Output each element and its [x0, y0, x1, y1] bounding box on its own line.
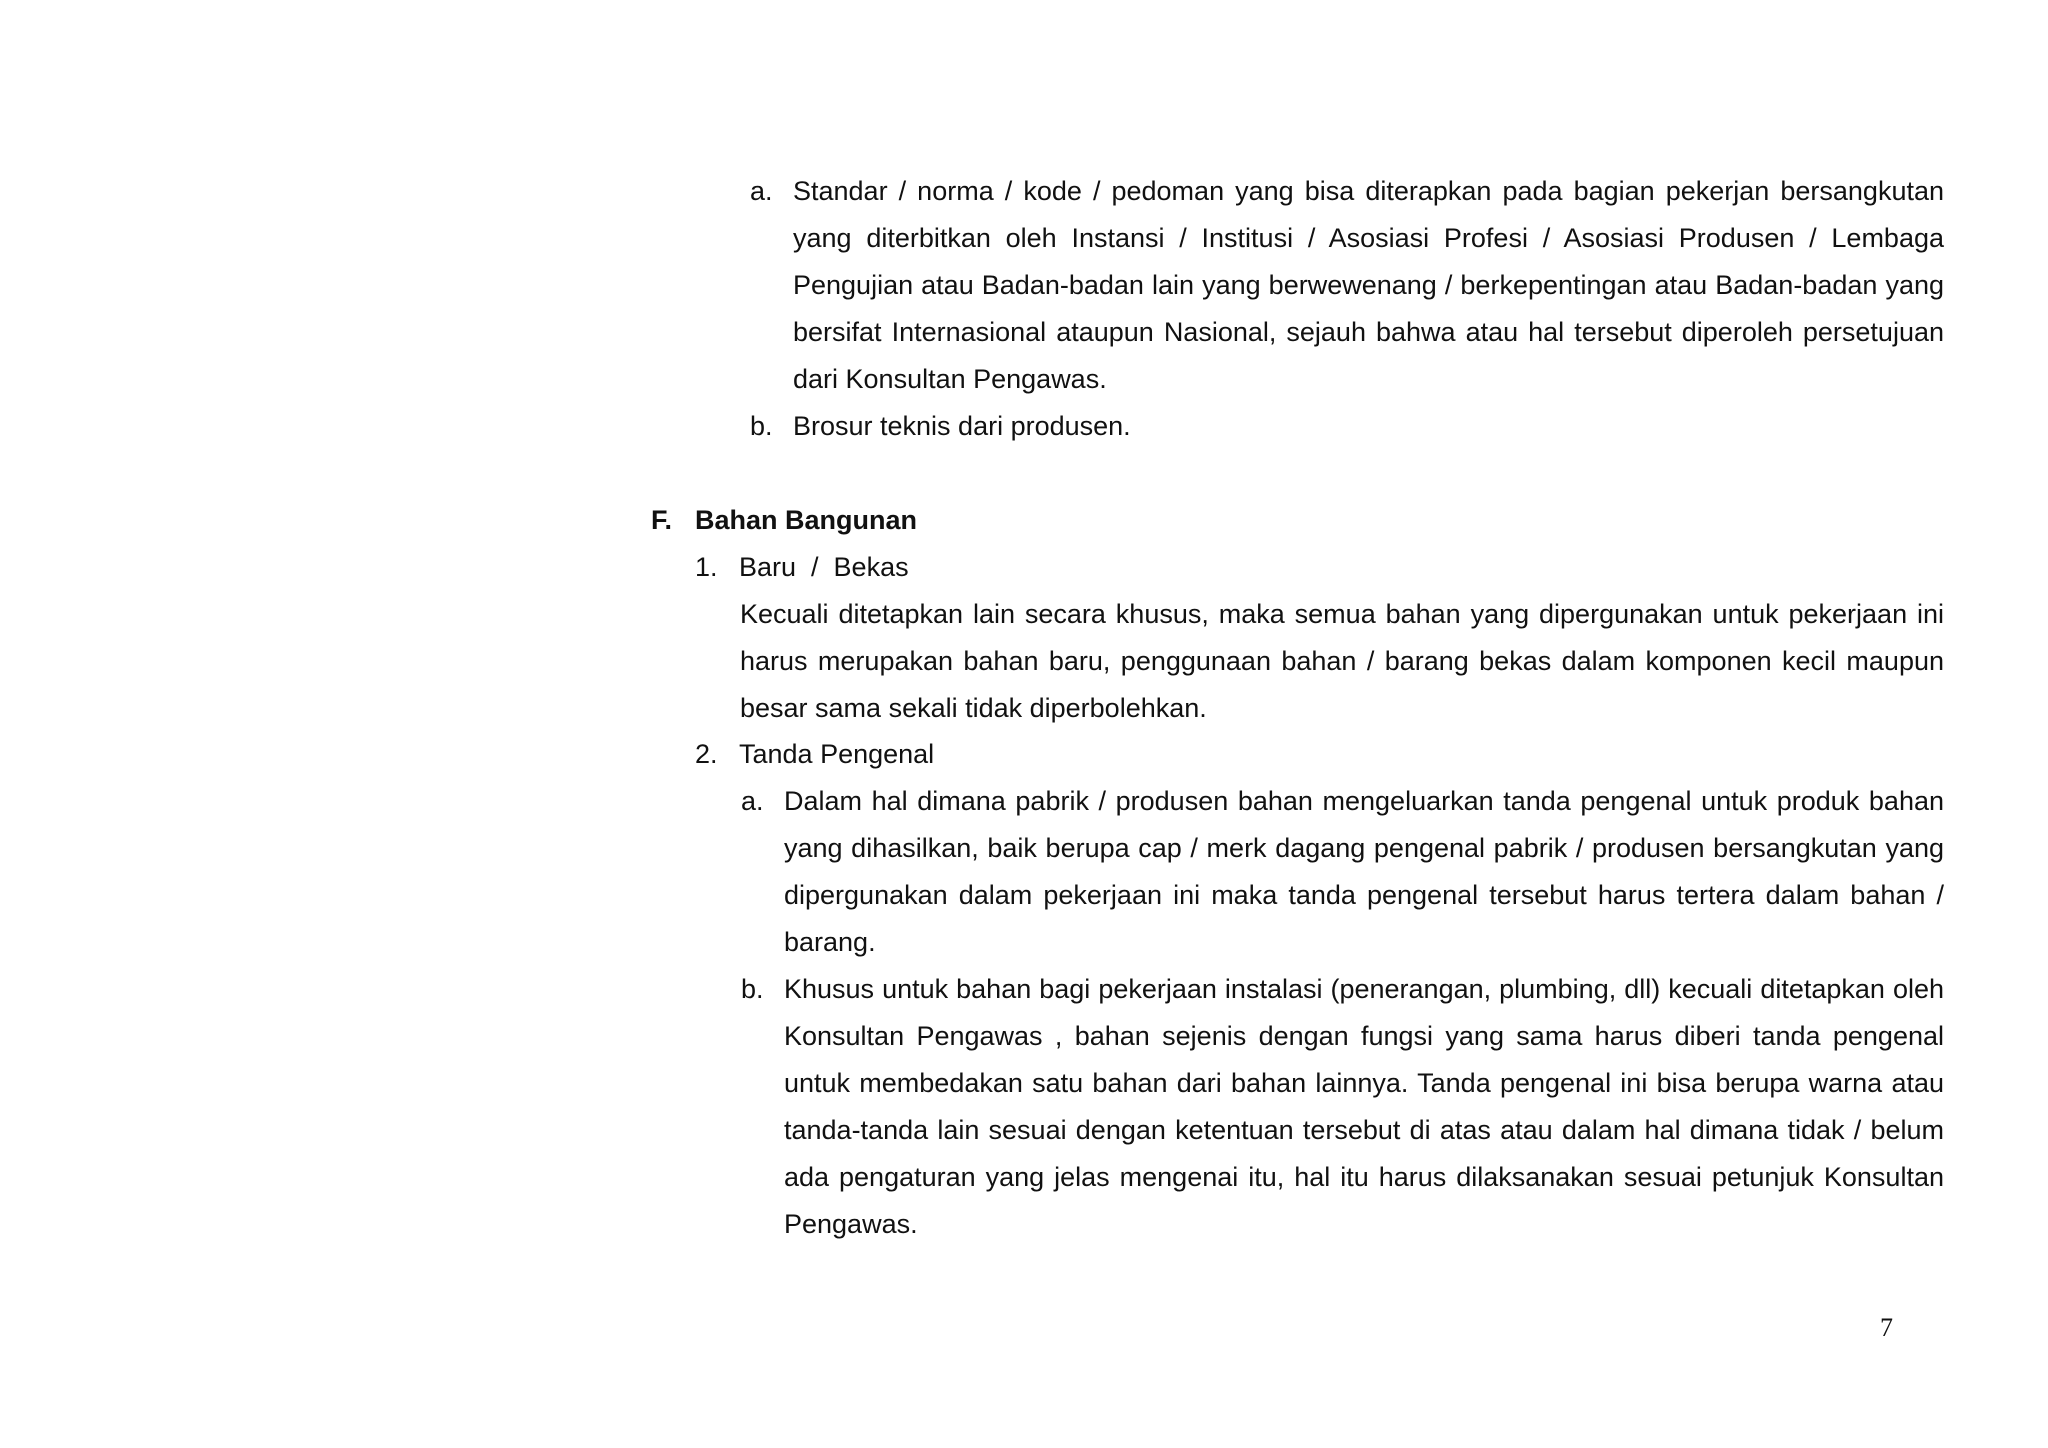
sub-item-2b	[741, 966, 1944, 1248]
section-heading-f	[651, 497, 1251, 544]
numbered-item-2	[695, 731, 1295, 778]
item-1-text: Kecuali ditetapkan lain secara khusus, maka semua bahan yang dipergunakan untuk pekerjaan ini harus merupakan bahan baru, penggunaan bahan / barang bekas dalam komponen kecil maupun besar sama sekali tidak diperbolehkan.	[740, 599, 1944, 723]
sub-item-2a-text: Dalam hal dimana pabrik / produsen bahan mengeluarkan tanda pengenal untuk produk bahan yang dihasilkan, baik berupa cap / merk dagang pengenal pabrik / produsen bersangkutan yang dipergunakan dalam pekerjaan ini maka tanda pengenal tersebut harus tertera dalam bahan / barang.	[784, 786, 1944, 957]
sub-item-2b-label: b.	[741, 974, 764, 1004]
list-item-a-label: a.	[750, 176, 773, 206]
list-item-b	[750, 403, 1944, 450]
item-2-label: 2.	[695, 739, 718, 769]
list-item-b-text: Brosur teknis dari produsen.	[793, 411, 1131, 441]
sub-item-2a-label: a.	[741, 786, 764, 816]
list-item-a-text: Standar / norma / kode / pedoman yang bisa diterapkan pada bagian pekerjan bersangkutan yang diterbitkan oleh Instansi / Institusi / Asosiasi Profesi / Asosiasi Produsen / Lembaga Pengujian atau Badan-badan lain yang berwewenang / berkepentingan atau Badan-badan yang bersifat Internasional ataupun Nasional, sejauh bahwa atau hal tersebut diperoleh persetujuan dari Konsultan Pengawas.	[793, 176, 1944, 394]
page-number: 7	[1880, 1313, 1893, 1342]
section-f-label: F.	[651, 505, 673, 535]
item-1-title: Baru / Bekas	[739, 552, 909, 582]
item-1-label: 1.	[695, 552, 718, 582]
list-item-b-label: b.	[750, 411, 773, 441]
numbered-item-1	[695, 544, 1944, 732]
list-item-a	[750, 168, 1944, 403]
sub-item-2b-text: Khusus untuk bahan bagi pekerjaan instalasi (penerangan, plumbing, dll) kecuali ditetapkan oleh Konsultan Pengawas , bahan sejenis dengan fungsi yang sama harus diberi tanda pengenal untuk membedakan satu bahan dari bahan lainnya. Tanda pengenal ini bisa berupa warna atau tanda-tanda lain sesuai dengan ketentuan tersebut di atas atau dalam hal dimana tidak / belum ada pengaturan yang jelas mengenai itu, hal itu harus dilaksanakan sesuai petunjuk Konsultan Pengawas.	[784, 974, 1944, 1239]
sub-item-2a	[741, 778, 1944, 966]
section-f-title: Bahan Bangunan	[695, 505, 918, 535]
item-2-title: Tanda Pengenal	[739, 739, 935, 769]
